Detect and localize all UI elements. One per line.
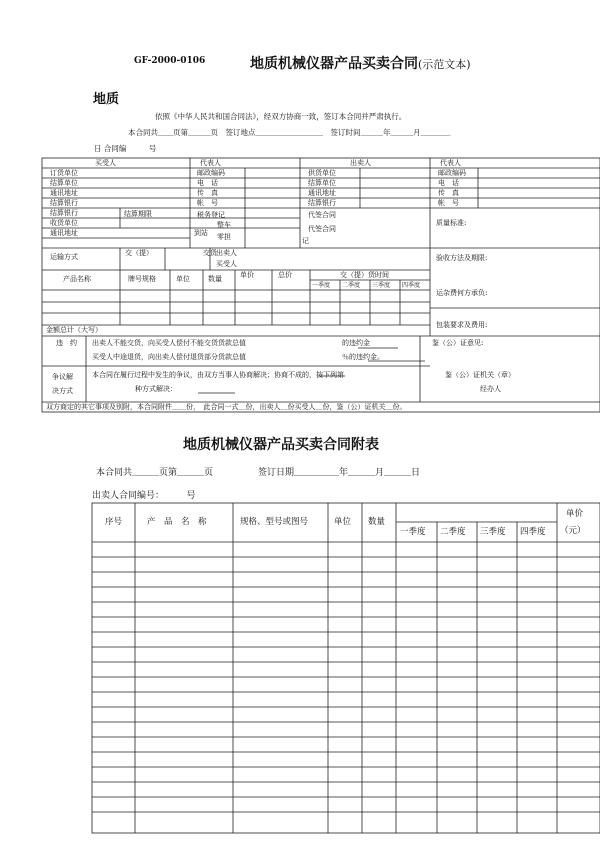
- seller-row-label: 结算银行: [308, 199, 336, 207]
- seller-mid-label: 邮政编码: [438, 169, 466, 177]
- less-load-label: 零担: [217, 233, 231, 241]
- annex-col-price-unit: （元）: [560, 526, 586, 536]
- col-product-name: 产品名称: [63, 275, 91, 283]
- title-text: 地质机械仪器产品买卖合同: [250, 56, 418, 72]
- settlement-period-label: 结算期限: [124, 210, 152, 218]
- annex-col-unit: 单位: [334, 517, 352, 527]
- contract-info-line: 本合同共＿＿页第＿＿＿页 签订地点＿＿＿＿＿＿＿＿＿ 签订时间＿＿＿年＿＿＿月＿＿＿＿: [128, 128, 451, 137]
- col-unit-price: 单价: [240, 271, 254, 279]
- annex-quarter: 三季度: [480, 527, 506, 537]
- buyer-row-label: 通讯地址: [50, 189, 78, 197]
- seller-mid-label: 帐 号: [438, 199, 459, 207]
- col-unit: 单位: [176, 275, 190, 283]
- seller-row-label: 通讯地址: [308, 189, 336, 197]
- buyer-mid-label: 传 真: [197, 189, 218, 197]
- buyer-mid-label: 税务登记: [197, 211, 225, 219]
- annex-info-line: 本合同共＿＿＿页第＿＿＿页 签订日期＿＿＿＿＿年＿＿＿月＿＿＿日: [96, 468, 421, 478]
- annex-quarter: 一季度: [400, 527, 426, 537]
- col-delivery-time: 交（提）货时间: [340, 271, 389, 279]
- buyer-mid-label: 帐 号: [197, 199, 218, 207]
- quarter-label: 四季度: [402, 282, 421, 289]
- buyer-row-label: 订货单位: [50, 169, 78, 177]
- seller-ref-label: 出卖人: [216, 249, 237, 257]
- seller-row-label: 结算单位: [308, 179, 336, 187]
- annex-col-spec: 规格、型号或图号: [240, 517, 309, 527]
- annex-quarter: 二季度: [440, 527, 466, 537]
- buyer-header: 买受人: [95, 159, 116, 167]
- dispute-label: 决方式: [52, 387, 73, 395]
- notary-opinion-label: 鉴（公）证意见:: [432, 339, 484, 347]
- seller-mid-label: 传 真: [438, 189, 459, 197]
- annex-col-product: 产 品 名 称: [147, 517, 207, 527]
- annex-col-index: 序号: [105, 517, 123, 527]
- buyer-mid-label: 邮政编码: [197, 169, 225, 177]
- buyer-mid-label: 电 话: [197, 179, 218, 187]
- amount-total-label: 金额总计（大写）: [46, 326, 102, 334]
- freight-label: 运杂费何方承负:: [436, 289, 488, 297]
- title-note: (示范文本): [418, 58, 471, 71]
- annex-rows: [92, 557, 600, 812]
- dispute-text-2: 种方式解决：: [135, 385, 177, 393]
- arrival-station-label: 到站: [194, 229, 208, 237]
- whole-car-label: 整车: [217, 221, 231, 229]
- form-code: GF-2000-0106: [134, 56, 206, 66]
- transport-method-label: 运输方式: [50, 253, 78, 261]
- breach-label: 违 约: [56, 339, 77, 347]
- quarter-label: 一季度: [312, 282, 331, 289]
- quarter-label: 二季度: [342, 282, 361, 289]
- packing-label: 包装要求及费用:: [436, 321, 488, 329]
- delivery-label-2: 交货: [203, 249, 217, 257]
- quarter-label: 三季度: [372, 282, 391, 289]
- annex-number-line: 出卖人合同编号： 号: [92, 491, 196, 501]
- breach-seller-penalty: 的违约金: [342, 339, 370, 347]
- annex-title: 地质机械仪器产品买卖合同附表: [183, 437, 379, 453]
- annex-col-price: 单价: [566, 509, 584, 519]
- annex-quarter: 四季度: [520, 527, 546, 537]
- buyer-row-label: 收货单位: [50, 219, 78, 227]
- buyer-row-label: 通讯地址: [50, 229, 78, 237]
- seller-mid-label: 电 话: [438, 179, 459, 187]
- preamble: 依照《中华人民共和国合同法》，经双方协商一致，签订本合同并严肃执行。: [155, 112, 407, 121]
- col-total-price: 总价: [278, 271, 292, 279]
- buyer-row-label: 结算银行: [50, 199, 78, 207]
- buyer-row-label: 结算银行: [50, 209, 78, 217]
- seller-row-label: 供货单位: [308, 169, 336, 177]
- annex-col-quantity: 数量: [368, 517, 386, 527]
- seller-agent-header: 代表人: [440, 159, 461, 167]
- seller-header: 出卖人: [350, 159, 371, 167]
- dispute-text: 本合同在履行过程中发生的争议，由双方当事人协商解决；协商不成的，按下列第: [92, 371, 344, 379]
- delivery-label: 交（提）: [125, 249, 153, 257]
- buyer-agent-header: 代表人: [200, 159, 221, 167]
- notary-org-label: 鉴（公）证机关（章）: [445, 371, 515, 379]
- quality-standard-label: 质量标准:: [436, 219, 467, 227]
- handler-label: 经办人: [480, 385, 501, 393]
- contract-number-line: 日 合同编 号: [94, 144, 157, 153]
- footer-note: 双方商定的其它事项及别附，本合同附件＿＿份， 此合同一式＿份，出卖人＿份买受人＿份，鉴（公）证机关＿份。: [46, 403, 407, 411]
- seller-row-label: 代签合同: [308, 211, 336, 219]
- seller-row-label: 记: [302, 237, 309, 245]
- col-spec: 牌号规格: [128, 275, 156, 283]
- breach-buyer-text: 买受人中途退货，向出卖人偿付退货部分货款总值: [92, 353, 246, 361]
- dispute-label: 争议解: [52, 373, 73, 381]
- breach-seller-text: 出卖人不能交货，向买受人偿付不能交货货款总值: [92, 339, 246, 347]
- seller-row-label: 代签合同: [308, 225, 336, 233]
- buyer-row-label: 结算单位: [50, 179, 78, 187]
- section-label: 地质: [93, 92, 120, 107]
- breach-buyer-penalty: ％的违约金。: [342, 353, 384, 361]
- buyer-ref-label: 买受人: [216, 260, 237, 268]
- acceptance-label: 验收方法及期限:: [436, 254, 488, 262]
- col-quantity: 数量: [208, 275, 222, 283]
